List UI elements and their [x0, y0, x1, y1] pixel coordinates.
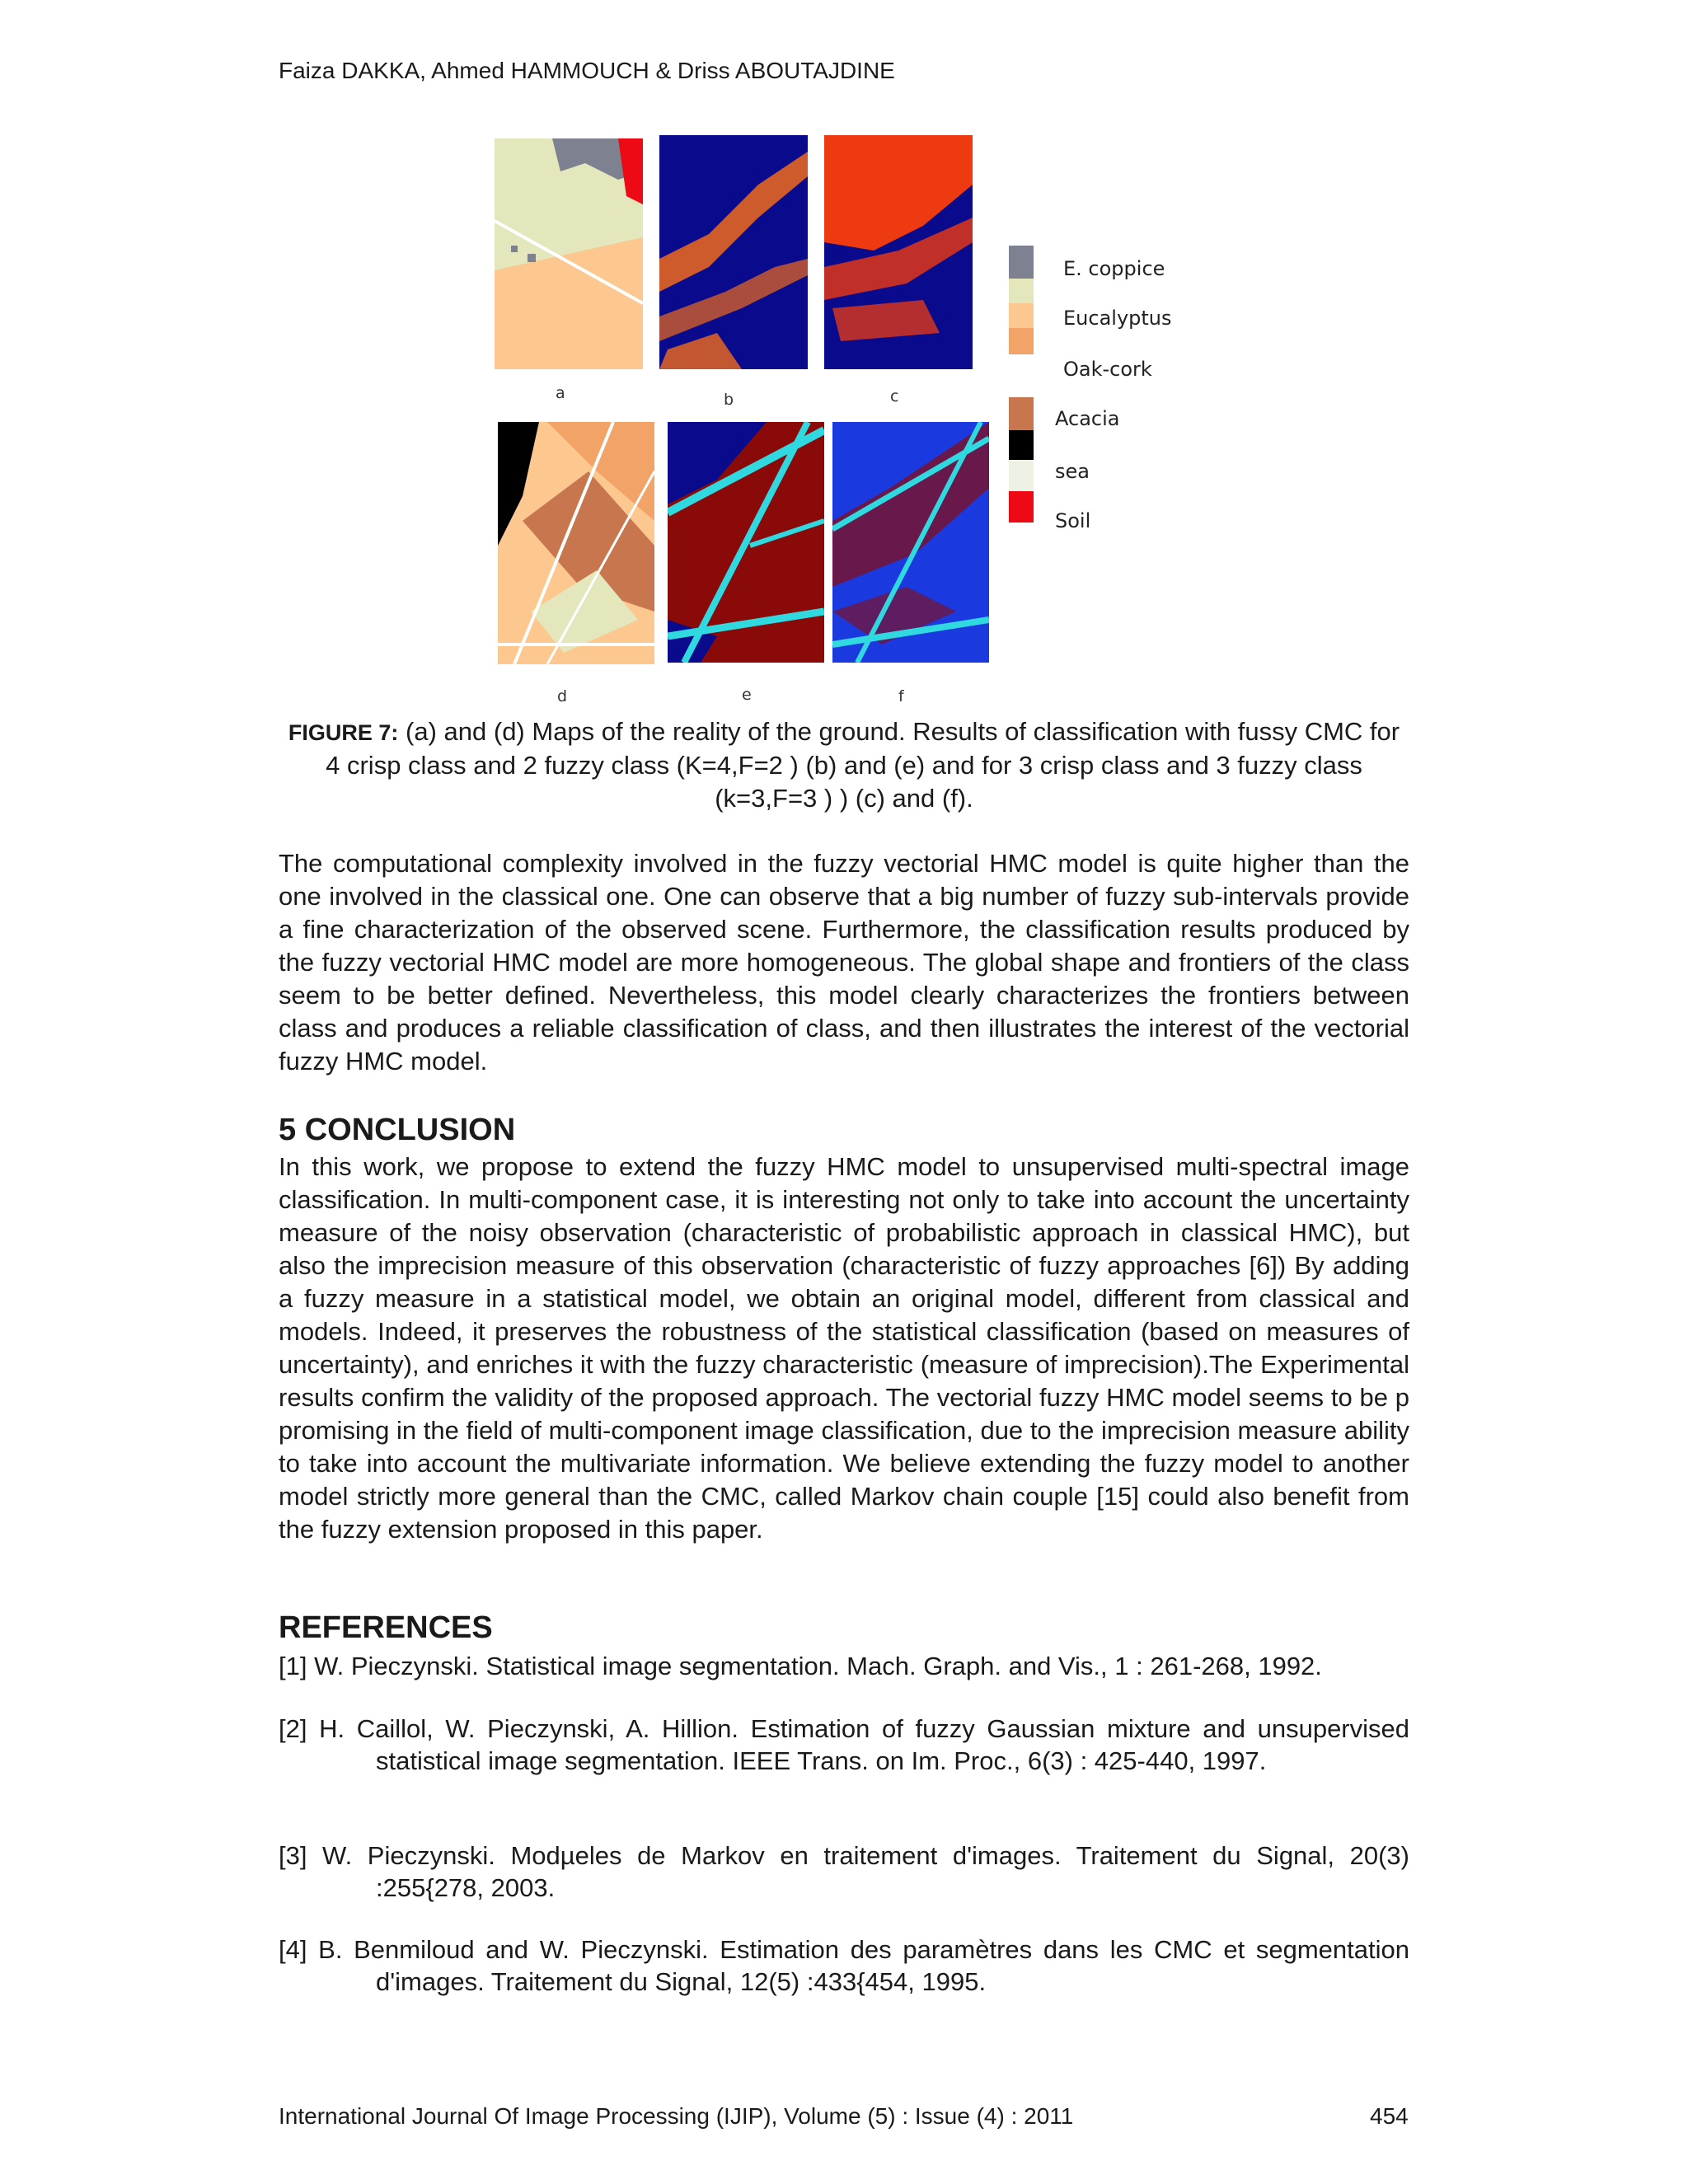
- legend-label-soil: Soil: [1055, 509, 1091, 532]
- panel-label-d: d: [557, 687, 568, 705]
- reference-1: [1] W. Pieczynski. Statistical image segmentation. Mach. Graph. and Vis., 1 : 261-268, 1992.: [279, 1652, 1322, 1680]
- running-header: Faiza DAKKA, Ahmed HAMMOUCH & Driss ABOUTAJDINE: [279, 58, 895, 83]
- figure-caption: [279, 715, 1409, 815]
- legend-label-oak-cork: Oak-cork: [1063, 358, 1152, 381]
- legend-swatch-soil: [1009, 491, 1034, 523]
- panel-label-e: e: [742, 686, 752, 704]
- reference-3: [3] W. Pieczynski. Modµeles de Markov en traitement d'images. Traitement du Signal, 20(3) :255{278, 2003.: [279, 1841, 1409, 1902]
- legend-swatch-acacia: [1009, 397, 1034, 430]
- panel-e-classification-map: [668, 422, 824, 663]
- legend-label-sea: sea: [1055, 460, 1090, 483]
- section-heading-conclusion: 5 CONCLUSION: [279, 1113, 516, 1147]
- panel-label-b: b: [724, 391, 734, 409]
- body-paragraph-conclusion: In this work, we propose to extend the fuzzy HMC model to unsupervised multi-spectral image classification. In multi-component case, it is interesting not only to take into account the uncertainty measure of the noisy observation (characteristic of probabilistic approach in classical HMC), but also the imprecision measure of this observation (characteristic of fuzzy approaches [6]) By adding a fuzzy measure in a statistical model, we obtain an original model, different from classical and models. Indeed, it preserves the robustness of the statistical classification (based on measures of uncertainty), and enriches it with the fuzzy characteristic (measure of imprecision).The Experimental results confirm the validity of the proposed approach. The vectorial fuzzy HMC model seems to be p promising in the field of multi-component image classification, due to the imprecision measure ability to take into account the multivariate information. We believe extending the fuzzy model to another model strictly more general than the CMC, called Markov chain couple [15] could also benefit from the fuzzy extension proposed in this paper.: [279, 1152, 1409, 1544]
- legend-swatch-eucalyptus: [1009, 279, 1034, 303]
- reference-4: [4] B. Benmiloud and W. Pieczynski. Estimation des paramètres dans les CMC et segmentation d'images. Traitement du Signal, 12(5) :433{454, 1995.: [279, 1935, 1409, 1996]
- page-number: 454: [1370, 2103, 1409, 2129]
- footer-journal: International Journal Of Image Processing (IJIP), Volume (5) : Issue (4) : 2011: [279, 2103, 1074, 2129]
- figure-caption-label: FIGURE 7:: [288, 720, 399, 745]
- legend-label-e-coppice: E. coppice: [1063, 257, 1165, 280]
- legend-label-acacia: Acacia: [1055, 407, 1120, 430]
- section-heading-references: REFERENCES: [279, 1610, 493, 1645]
- panel-d-ground-truth-map: [498, 422, 654, 664]
- legend-swatch-e-coppice: [1009, 246, 1034, 279]
- panel-label-a: a: [556, 384, 565, 402]
- panel-f-classification-map: [832, 422, 989, 663]
- legend-swatch-oak-cork-light: [1009, 303, 1034, 328]
- legend-swatch-blank: [1009, 460, 1034, 491]
- body-paragraph-discussion: The computational complexity involved in the fuzzy vectorial HMC model is quite higher than the one involved in the classical one. One can observe that a big number of fuzzy sub-intervals provide a fine characterization of the observed scene. Furthermore, the classification results produced by the fuzzy vectorial HMC model are more homogeneous. The global shape and frontiers of the class seem to be better defined. Nevertheless, this model clearly characterizes the frontiers between class and produces a reliable classification of class, and then illustrates the interest of the vectorial fuzzy HMC model.: [279, 849, 1409, 1076]
- panel-b-classification-map: [659, 135, 808, 369]
- figure-7: [495, 135, 1187, 712]
- figure-caption-text: (a) and (d) Maps of the reality of the ground. Results of classification with fussy CMC for 4 crisp class and 2 fuzzy class (K=4,F=2 ) (b) and (e) and for 3 crisp class and 3 fuzzy class (k=3,F=3 ) ) (c) and (f).: [326, 717, 1400, 813]
- panel-label-f: f: [898, 687, 904, 705]
- legend-swatch-sea: [1009, 430, 1034, 460]
- panel-label-c: c: [890, 387, 899, 405]
- panel-a-ground-truth-map: [495, 138, 643, 369]
- panel-c-classification-map: [824, 135, 973, 369]
- legend-swatch-oak-cork: [1009, 328, 1034, 354]
- legend-label-eucalyptus: Eucalyptus: [1063, 307, 1172, 330]
- reference-2: [2] H. Caillol, W. Pieczynski, A. Hillion. Estimation of fuzzy Gaussian mixture and unsupervised statistical image segmentation. IEEE Trans. on Im. Proc., 6(3) : 425-440, 1997.: [279, 1714, 1409, 1775]
